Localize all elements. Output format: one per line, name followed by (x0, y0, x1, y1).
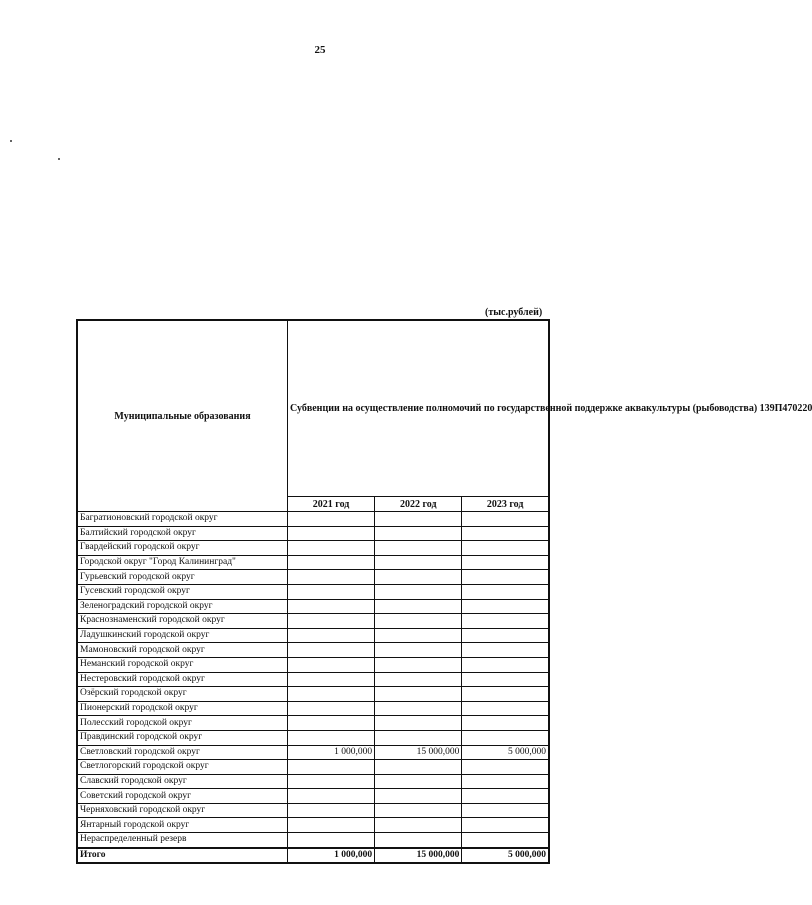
row-value-2021 (288, 584, 375, 599)
row-value-2021 (288, 701, 375, 716)
row-value-2023 (462, 584, 549, 599)
row-value-2021 (288, 789, 375, 804)
table-row (77, 716, 549, 731)
table-row (77, 599, 549, 614)
page-number: 25 (314, 44, 326, 56)
table-row (77, 555, 549, 570)
row-value-2022 (375, 643, 462, 658)
table-row (77, 687, 549, 702)
row-value-2023 (462, 599, 549, 614)
scan-speck (10, 140, 12, 142)
row-value-2022 (375, 541, 462, 556)
row-value-2021 (288, 716, 375, 731)
row-value-2023 (462, 774, 549, 789)
row-value-2023 (462, 803, 549, 818)
header-subvention: Субвенции на осуществление полномочий по государственной поддержке аквакультуры (рыбоводства) 139П470220 (288, 320, 550, 497)
table-row (77, 584, 549, 599)
row-value-2023 (462, 701, 549, 716)
table-row (77, 701, 549, 716)
row-value-2021 (288, 526, 375, 541)
row-value-2022 (375, 774, 462, 789)
row-value-2021 (288, 730, 375, 745)
table-row (77, 803, 549, 818)
row-municipality-name: Балтийский городской округ (77, 526, 288, 541)
table-body (77, 512, 549, 864)
row-municipality-name: Гусевский городской округ (77, 584, 288, 599)
row-municipality-name: Багратионовский городской округ (77, 512, 288, 527)
row-value-2021 (288, 570, 375, 585)
row-value-2022 (375, 701, 462, 716)
row-value-2022 (375, 555, 462, 570)
row-value-2023 (462, 614, 549, 629)
row-value-2021 (288, 628, 375, 643)
total-label: Итого (77, 848, 288, 864)
row-value-2021 (288, 833, 375, 848)
row-value-2021 (288, 774, 375, 789)
table-row (77, 730, 549, 745)
row-value-2023 (462, 672, 549, 687)
table-row (77, 818, 549, 833)
table-row (77, 614, 549, 629)
row-municipality-name: Мамоновский городской округ (77, 643, 288, 658)
row-value-2022 (375, 730, 462, 745)
row-value-2023 (462, 541, 549, 556)
row-value-2022 (375, 672, 462, 687)
row-municipality-name: Черняховский городской округ (77, 803, 288, 818)
row-value-2021 (288, 687, 375, 702)
table-row (77, 774, 549, 789)
total-value-2023: 5 000,000 (462, 848, 549, 864)
row-municipality-name: Ладушкинский городской округ (77, 628, 288, 643)
row-value-2023 (462, 789, 549, 804)
row-value-2021 (288, 599, 375, 614)
table-row (77, 541, 549, 556)
table-row (77, 789, 549, 804)
row-value-2021 (288, 643, 375, 658)
header-year-2023: 2023 год (462, 497, 549, 512)
row-value-2023: 5 000,000 (462, 745, 549, 760)
row-value-2022 (375, 803, 462, 818)
row-value-2022 (375, 512, 462, 527)
row-value-2023 (462, 512, 549, 527)
row-value-2021 (288, 555, 375, 570)
row-municipality-name: Гвардейский городской округ (77, 541, 288, 556)
row-municipality-name: Краснознаменский городской округ (77, 614, 288, 629)
row-municipality-name: Светловский городской округ (77, 745, 288, 760)
table-row (77, 657, 549, 672)
row-value-2022 (375, 599, 462, 614)
total-value-2022: 15 000,000 (375, 848, 462, 864)
row-value-2021 (288, 672, 375, 687)
row-municipality-name: Неманский городской округ (77, 657, 288, 672)
total-row (77, 848, 549, 864)
total-value-2021: 1 000,000 (288, 848, 375, 864)
row-value-2023 (462, 570, 549, 585)
row-value-2021 (288, 818, 375, 833)
row-value-2023 (462, 628, 549, 643)
row-value-2021 (288, 803, 375, 818)
table-row (77, 672, 549, 687)
row-municipality-name: Нераспределенный резерв (77, 833, 288, 848)
row-municipality-name: Озёрский городской округ (77, 687, 288, 702)
row-value-2023 (462, 818, 549, 833)
row-value-2021 (288, 541, 375, 556)
row-value-2021 (288, 512, 375, 527)
row-value-2021 (288, 657, 375, 672)
header-year-2021: 2021 год (288, 497, 375, 512)
row-municipality-name: Нестеровский городской округ (77, 672, 288, 687)
row-value-2022 (375, 584, 462, 599)
table-row (77, 512, 549, 527)
row-value-2021 (288, 760, 375, 775)
row-value-2021 (288, 614, 375, 629)
row-value-2023 (462, 555, 549, 570)
table-row (77, 760, 549, 775)
table-row (77, 833, 549, 848)
row-municipality-name: Правдинский городской округ (77, 730, 288, 745)
scan-speck (58, 158, 60, 160)
row-municipality-name: Советский городской округ (77, 789, 288, 804)
row-value-2023 (462, 716, 549, 731)
row-value-2022 (375, 526, 462, 541)
row-municipality-name: Янтарный городской округ (77, 818, 288, 833)
table-row (77, 570, 549, 585)
row-value-2023 (462, 643, 549, 658)
row-value-2022 (375, 657, 462, 672)
row-value-2022 (375, 818, 462, 833)
row-municipality-name: Городской округ "Город Калининград" (77, 555, 288, 570)
row-municipality-name: Зеленоградский городской округ (77, 599, 288, 614)
table-row (77, 628, 549, 643)
row-municipality-name: Полесский городской округ (77, 716, 288, 731)
row-value-2022 (375, 716, 462, 731)
table-row (77, 526, 549, 541)
row-municipality-name: Славский городской округ (77, 774, 288, 789)
row-value-2023 (462, 760, 549, 775)
units-note: (тыс.рублей) (485, 307, 543, 318)
row-value-2023 (462, 833, 549, 848)
row-value-2023 (462, 687, 549, 702)
row-value-2022 (375, 628, 462, 643)
row-value-2023 (462, 657, 549, 672)
row-value-2023 (462, 730, 549, 745)
table-row (77, 643, 549, 658)
header-municipality: Муниципальные образования (77, 320, 288, 512)
row-municipality-name: Светлогорский городской округ (77, 760, 288, 775)
row-value-2022 (375, 687, 462, 702)
row-value-2021: 1 000,000 (288, 745, 375, 760)
row-value-2022 (375, 789, 462, 804)
row-value-2022 (375, 614, 462, 629)
row-municipality-name: Гурьевский городской округ (77, 570, 288, 585)
subvention-table (76, 319, 812, 864)
row-value-2022: 15 000,000 (375, 745, 462, 760)
row-value-2022 (375, 760, 462, 775)
table-row (77, 745, 549, 760)
row-value-2022 (375, 833, 462, 848)
row-municipality-name: Пионерский городской округ (77, 701, 288, 716)
header-year-2022: 2022 год (375, 497, 462, 512)
row-value-2022 (375, 570, 462, 585)
row-value-2023 (462, 526, 549, 541)
table-header-row (77, 320, 549, 497)
